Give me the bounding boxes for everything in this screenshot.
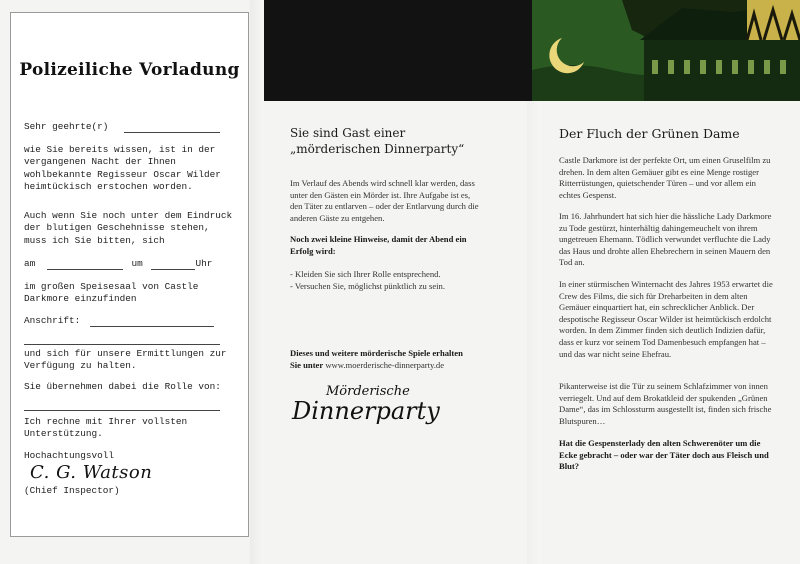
dark-header-band — [264, 0, 532, 101]
story-paragraph-2: Im 16. Jahrhundert hat sich hier die hässliche Lady Darkmore zu Tode gestürzt, hinterhältig dahingemeuchelt von ihrem ungetreuen Ehemann. Tödlich verwundet verfluchte die Lady das Haus und drohte allen Ehebrechern in seinen Mauern den Tod an. — [559, 211, 772, 268]
summons-paragraph-3: im großen Speisesaal von Castle Darkmore einzufinden — [24, 281, 199, 305]
address-line — [24, 315, 234, 327]
summons-paragraph-2: Auch wenn Sie noch unter dem Eindruck der blutigen Geschehnisse stehen, muss ich Sie bitten, sich — [24, 210, 233, 246]
invitation-heading-line-1: Sie sind Gast einer — [290, 126, 406, 140]
address-fill-line-2 — [24, 344, 220, 345]
salutation-line — [24, 121, 234, 133]
hint-2: - Versuchen Sie, möglichst pünktlich zu sein. — [290, 281, 445, 291]
logo-line-1: Mörderische — [326, 384, 410, 399]
closing-text: Hochachtungsvoll — [24, 450, 115, 461]
more-games-line-2 — [290, 360, 520, 372]
castle-night-illustration — [532, 0, 800, 101]
story-heading: Der Fluch der Grünen Dame — [559, 126, 740, 141]
date-fill-line — [47, 269, 123, 270]
address-fill-line — [90, 326, 214, 327]
story-paragraph-3: In einer stürmischen Winternacht des Jahres 1953 erwartet die Crew des Films, die sich für Dreharbeiten in dem alten Gemäuer einquartiert hat, ein schrecklicher Anblick. Der despotische Regisseur Oscar Wilder ist heimtückisch erdolcht worden. In dem Zimmer finden sich deutlich Indizien dafür, dass er kurz vor seinem Tod Damenbesuch empfangen hat – und das war nicht seine Ehefrau. — [559, 279, 773, 359]
story-paragraph-4: Pikanterweise ist die Tür zu seinem Schlafzimmer von innen verriegelt. Und auf dem Brokatkleid der spukenden „Grünen Dame“, das im Schlossturm ausgestellt ist, finden sich frische Blutspuren… — [559, 381, 772, 426]
address-label: Anschrift: — [24, 315, 81, 326]
time-separator: um — [131, 258, 143, 269]
summons-paragraph-5: Ich rechne mit Ihrer vollsten Unterstützung. — [24, 416, 188, 440]
signature: C. G. Watson — [30, 462, 153, 483]
story-paragraph-1: Castle Darkmore ist der perfekte Ort, um einen Gruselfilm zu drehen. In dem alten Gemäuer gibt es eine Menge rostiger Ritterrüstungen, quietschender Türen – und vor allem ein echtes Gespenst. — [559, 155, 771, 200]
logo-line-2: Dinnerparty — [292, 397, 440, 425]
summons-title: Polizeiliche Vorladung — [19, 60, 240, 80]
role-label: Sie übernehmen dabei die Rolle von: — [24, 381, 221, 392]
summons-paragraph-1: wie Sie bereits wissen, ist in der vergangenen Nacht der Ihnen wohlbekannte Regisseur Oscar Wilder heimtückisch erstochen worden. — [24, 144, 221, 193]
name-fill-line — [124, 132, 220, 133]
more-games-prefix: Sie unter — [290, 360, 324, 370]
invitation-intro: Im Verlauf des Abends wird schnell klar werden, dass unter den Gästen ein Mörder ist. Ihre Aufgabe ist es, den Täter zu entlarven – oder der Entlarvung durch die anderen Gäste zu entgehen. — [290, 178, 479, 223]
summons-paragraph-4: und sich für unsere Ermittlungen zur Verfügung zu halten. — [24, 348, 227, 372]
castle-illustration-svg — [532, 0, 800, 101]
more-games-line-1: Dieses und weitere mörderische Spiele erhalten — [290, 348, 463, 358]
salutation-label: Sehr geehrte(r) — [24, 121, 109, 132]
invitation-heading-line-2: „mörderischen Dinnerparty“ — [290, 142, 465, 156]
story-question: Hat die Gespensterlady den alten Schwerenöter um die Ecke gebracht – oder war der Täter doch aus Fleisch und Blut? — [559, 438, 769, 472]
time-unit: Uhr — [195, 258, 213, 269]
hints-heading: Noch zwei kleine Hinweise, damit der Abend ein Erfolg wird: — [290, 234, 467, 256]
website-link[interactable]: www.moerderische-dinnerparty.de — [325, 360, 445, 370]
time-fill-line — [151, 269, 195, 270]
signer-title: (Chief Inspector) — [24, 485, 120, 496]
date-label: am — [24, 258, 36, 269]
role-fill-line — [24, 410, 220, 411]
hint-1: - Kleiden Sie sich Ihrer Rolle entsprechend. — [290, 269, 441, 279]
invitation-heading — [290, 125, 520, 157]
fold-shadow — [250, 0, 264, 564]
date-time-line — [24, 258, 234, 270]
